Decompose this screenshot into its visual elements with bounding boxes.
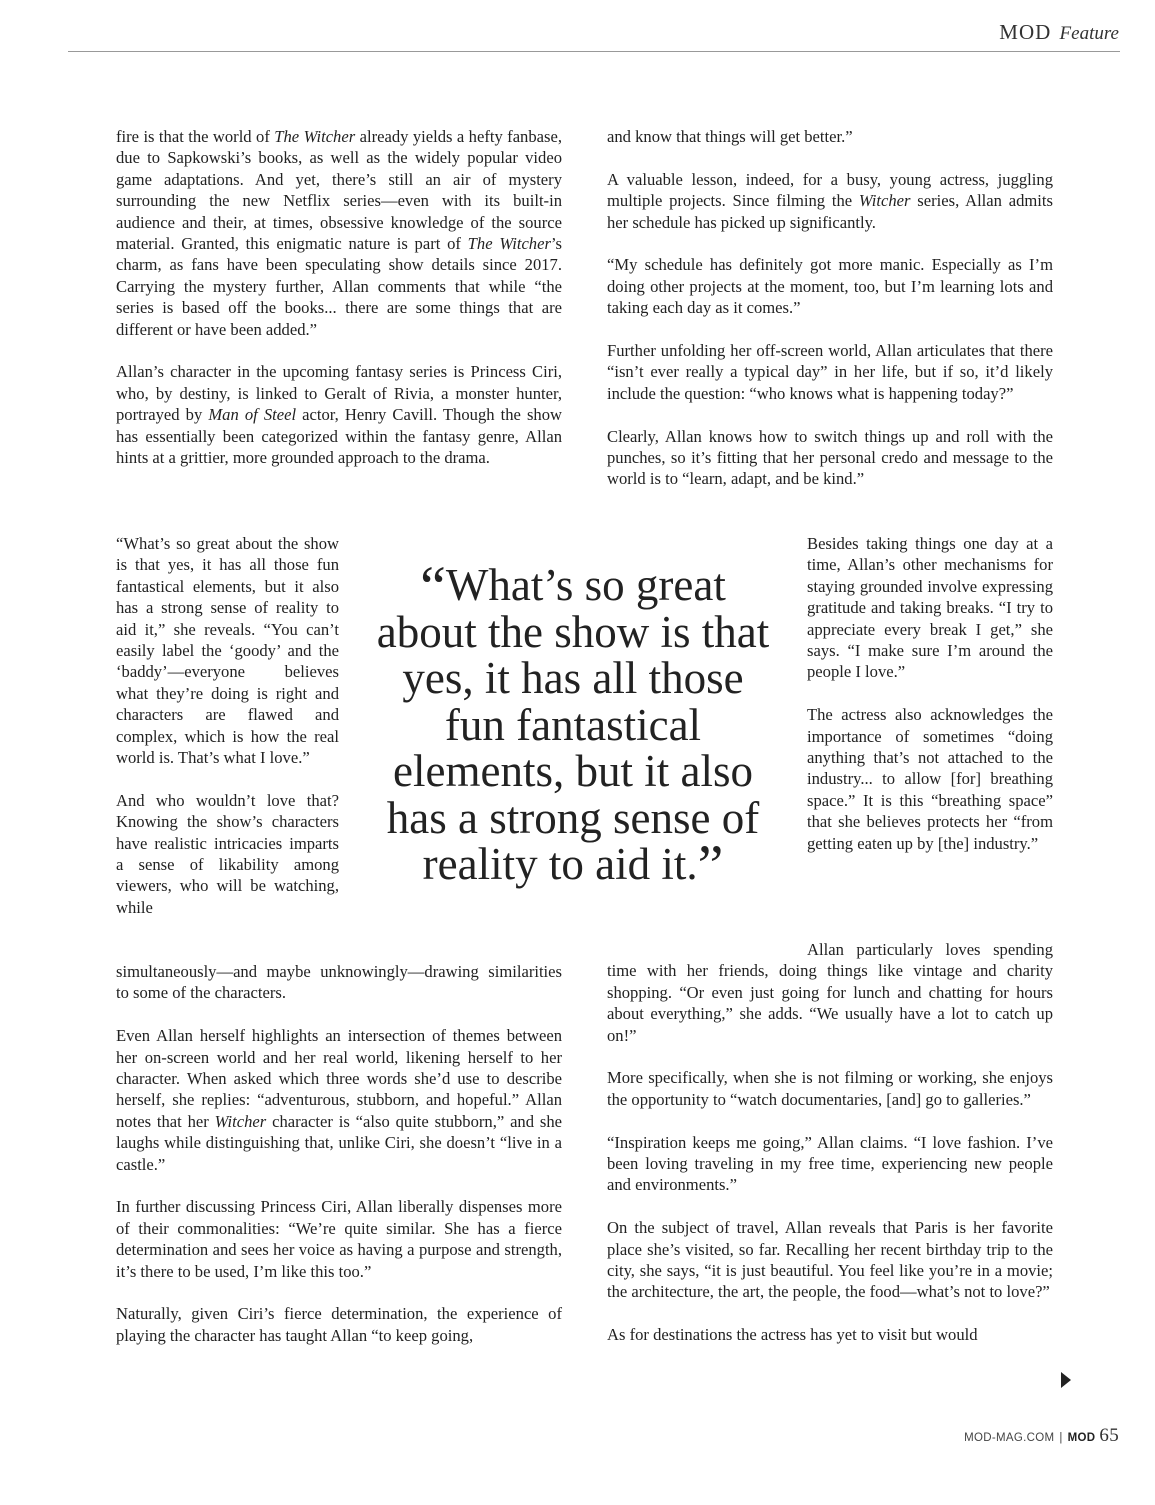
footer-separator: | [1059,1432,1063,1444]
masthead [999,20,1119,45]
section-label: Feature [1059,23,1119,44]
article-column-right-narrow [807,533,1053,854]
paragraph: As for destinations the actress has yet to visit but would [607,1325,978,1345]
paragraph: simultaneously—and maybe unknowingly—drawing similarities to some of the characters. [116,962,562,1003]
paragraph: More specifically, when she is not filming or working, she enjoys the opportunity to “watch documentaries, [and] go to galleries.” [607,1068,1053,1109]
paragraph: And who wouldn’t love that? Knowing the show’s characters have realistic intricacies imparts a sense of likability among viewers, who will be watching, while [116,790,339,917]
magazine-brand: MOD [999,20,1052,44]
article-column-left-narrow [116,533,339,918]
paragraph: Allan’s character in the upcoming fantasy series is Princess Ciri, who, by destiny, is linked to Geralt of Rivia, a monster hunter, portrayed by Man of Steel actor, Henry Cavill. Though the show has essentially been categorized within the fantasy genre, Allan hints at a grittier, more grounded approach to the drama. [116,362,562,468]
open-quote-mark: “ [420,554,446,619]
paragraph: Besides taking things one day at a time, Allan’s other mechanisms for staying grounded involve expressing gratitude and taking breaks. “I try to appreciate every break I get,” she says. “I make sure I’m around the people I love.” [807,534,1053,682]
pull-quote [374,554,772,898]
paragraph: and know that things will get better.” [607,127,853,146]
page-number: 65 [1099,1425,1119,1446]
page-footer [964,1425,1119,1447]
paragraph: fire is that the world of The Witcher already yields a hefty fanbase, due to Sapkowski’s books, as well as the widely popular video game adaptations. And yet, there’s still an air of mystery surrounding the new Netflix series—even with its built-in audience and their, at times, obsessive knowledge of the source material. Granted, this enigmatic nature is part of The Witcher’s charm, as fans have been speculating show details since 2017. Carrying the mystery further, Allan comments that while “the series is based off the books... there are some things that are different or have been added.” [116,127,563,339]
article-column-left-bottom [116,961,562,1346]
article-column-right-bottom [607,939,1053,1346]
header-divider [68,51,1120,52]
paragraph: Further unfolding her off-screen world, Allan articulates that there “isn’t ever really a typical day” in her life, but if so, it’d likely include the question: “who knows what is happening today?” [607,341,1053,403]
paragraph: Even Allan herself highlights an intersection of themes between her on-screen world and her real world, likening herself to her character. When asked which three words she’d use to describe herself, she replies: “adventurous, stubborn, and hopeful.” Allan notes that her Witcher character is “also quite stubborn,” and she laughs while distinguishing that, unlike Ciri, she doesn’t “live in a castle.” [116,1026,562,1174]
paragraph: A valuable lesson, indeed, for a busy, young actress, juggling multiple projects. Since filming the Witcher series, Allan admits her schedule has picked up significantly. [607,169,1053,232]
pull-quote-text: What’s so great about the show is that yes, it has all those fun fantastical elements, but it also has a strong sense of reality to aid it. [376,560,770,889]
paragraph: “My schedule has definitely got more manic. Especially as I’m doing other projects at the moment, too, but I’m learning lots and taking each day as it comes.” [607,255,1053,318]
triangle-right-icon [1061,1372,1071,1388]
paragraph: Clearly, Allan knows how to switch things up and roll with the punches, so it’s fitting that her personal credo and message to the world is to “learn, adapt, and be kind.” [607,426,1053,489]
paragraph: “Inspiration keeps me going,” Allan claims. “I love fashion. I’ve been loving traveling in my free time, experiencing new people and environments.” [607,1132,1053,1195]
paragraph: In further discussing Princess Ciri, Allan liberally dispenses more of their commonalities: “We’re quite similar. She has a fierce determination and sees her voice as having a purpose and strength, it’s there to be used, I’m like this too.” [116,1197,562,1281]
close-quote-mark: ” [697,833,724,898]
footer-brand: MOD [1067,1432,1096,1444]
paragraph: On the subject of travel, Allan reveals that Paris is her favorite place she’s visited, so far. Recalling her recent birthday trip to the city, she says, “it is just beautiful. You feel like you’re in a movie; the architecture, the art, the people, the food—what’s not to love?” [607,1218,1053,1302]
article-column-right-top [607,126,1053,490]
paragraph: Allan particularly loves spending time with her friends, doing things like vintage and charity shopping. “Or even just going for lunch and chatting for hours about everything,” she adds. “We usually have a lot to catch up on!” [607,940,1053,1045]
paragraph: “What’s so great about the show is that yes, it has all those fun fantastical elements, but it also has a strong sense of reality to aid it,” she reveals. “You can’t easily label the ‘goody’ and the ‘baddy’—everyone believes what they’re doing is right and characters are flawed and complex, which is how the real world is. That’s what I love.” [116,534,339,768]
site-url: MOD-MAG.COM [964,1432,1055,1444]
paragraph: The actress also acknowledges the importance of sometimes “doing anything that’s not attached to the industry... to allow [for] breathing space.” It is this “breathing space” that she believes protects her “from getting eaten up by [the] industry.” [807,705,1053,853]
article-column-left-top [116,126,562,468]
paragraph: Naturally, given Ciri’s fierce determination, the experience of playing the character has taught Allan “to keep going, [116,1304,562,1345]
